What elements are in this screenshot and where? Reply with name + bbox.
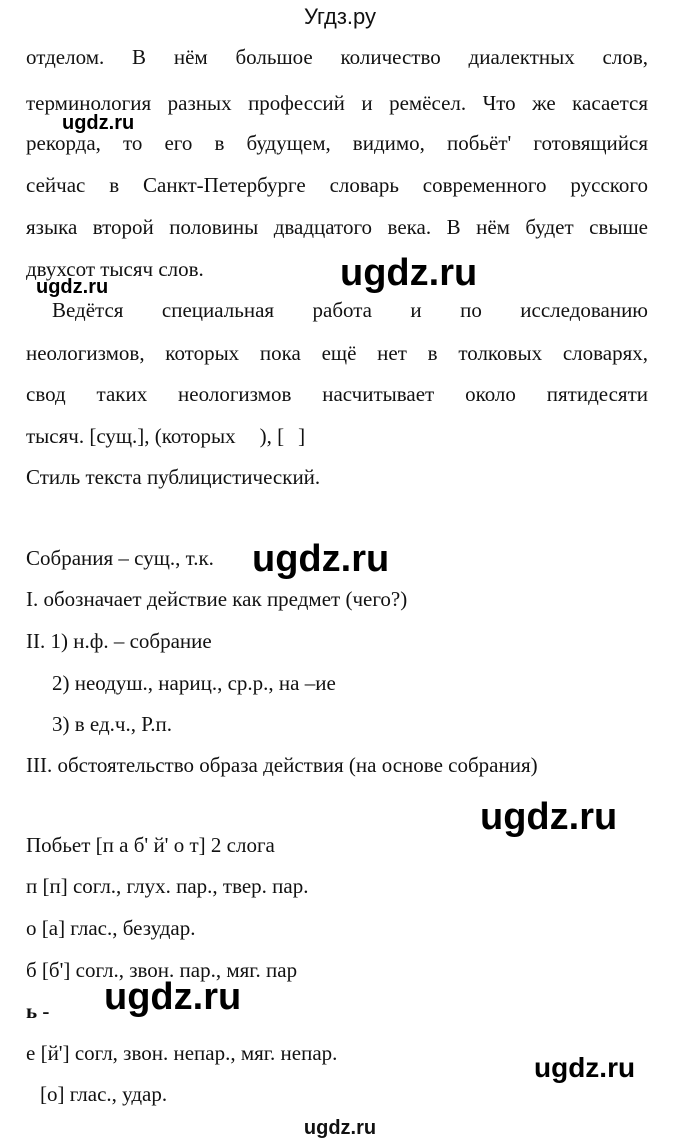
morph-point-ii-1: II. 1) н.ф. – собрание (26, 629, 212, 653)
morph-point-ii-2: 2) неодуш., нариц., ср.р., на –ие (52, 671, 336, 695)
sentence-scheme (26, 423, 305, 449)
sentence-scheme-part-c: ] (298, 424, 306, 448)
paragraph1-line-1: отделом. В нём большое количество диалектных слов, (26, 45, 648, 69)
paragraph2-line-3: свод таких неологизмов насчитывает около пятидесяти (26, 382, 648, 406)
paragraph1-line-4: сейчас в Санкт-Петербурге словарь современного русского (26, 173, 648, 197)
morph-point-i: I. обозначает действие как предмет (чего?) (26, 587, 408, 611)
morph-point-iii: III. обстоятельство образа действия (на основе собрания) (26, 753, 538, 777)
phonetic-e: е [й'] согл, звон. непар., мяг. непар. (26, 1041, 338, 1065)
paragraph1-line-6: двухсот тысяч слов. (26, 257, 204, 281)
watermark-1: ugdz.ru (62, 112, 135, 134)
paragraph1-line-5: языка второй половины двадцатого века. В нём будет свыше (26, 215, 648, 239)
phonetic-o-stressed: [о] глас., удар. (40, 1082, 168, 1106)
phonetic-o-unstressed: о [а] глас., безудар. (26, 916, 196, 940)
watermark-3: ugdz.ru (36, 276, 109, 298)
watermark-5: ugdz.ru (480, 796, 618, 838)
watermark-2: ugdz.ru (340, 252, 478, 294)
watermark-7: ugdz.ru (534, 1052, 636, 1083)
paragraph2-line-2: неологизмов, которых пока ещё нет в толковых словарях, (26, 341, 648, 365)
footer-site-url: ugdz.ru (303, 1117, 377, 1139)
sentence-scheme-part-b: ), [ (259, 424, 285, 448)
paragraph2-line-1: Ведётся специальная работа и по исследованию (52, 298, 648, 322)
phonetic-b: б [б'] согл., звон. пар., мяг. пар (26, 958, 298, 982)
morph-point-ii-3: 3) в ед.ч., Р.п. (52, 712, 172, 736)
sentence-scheme-part-a: тысяч. [сущ.], (которых (26, 424, 236, 448)
morph-title: Собрания – сущ., т.к. (26, 546, 214, 570)
paragraph1-line-3: рекорда, то его в будущем, видимо, побьёт' готовящийся (26, 131, 648, 155)
text-style-line: Стиль текста публицистический. (26, 465, 321, 489)
site-header-title: Угдз.ру (303, 4, 377, 29)
phonetic-p: п [п] согл., глух. пар., твер. пар. (26, 874, 309, 898)
phonetic-title: Побьет [п а б' й' о т] 2 слога (26, 833, 275, 857)
paragraph1-line-2: терминология разных профессий и ремёсел. Что же касается (26, 91, 648, 115)
watermark-4: ugdz.ru (252, 538, 390, 580)
watermark-6: ugdz.ru (104, 976, 242, 1018)
phonetic-soft-sign: ь - (26, 999, 50, 1023)
